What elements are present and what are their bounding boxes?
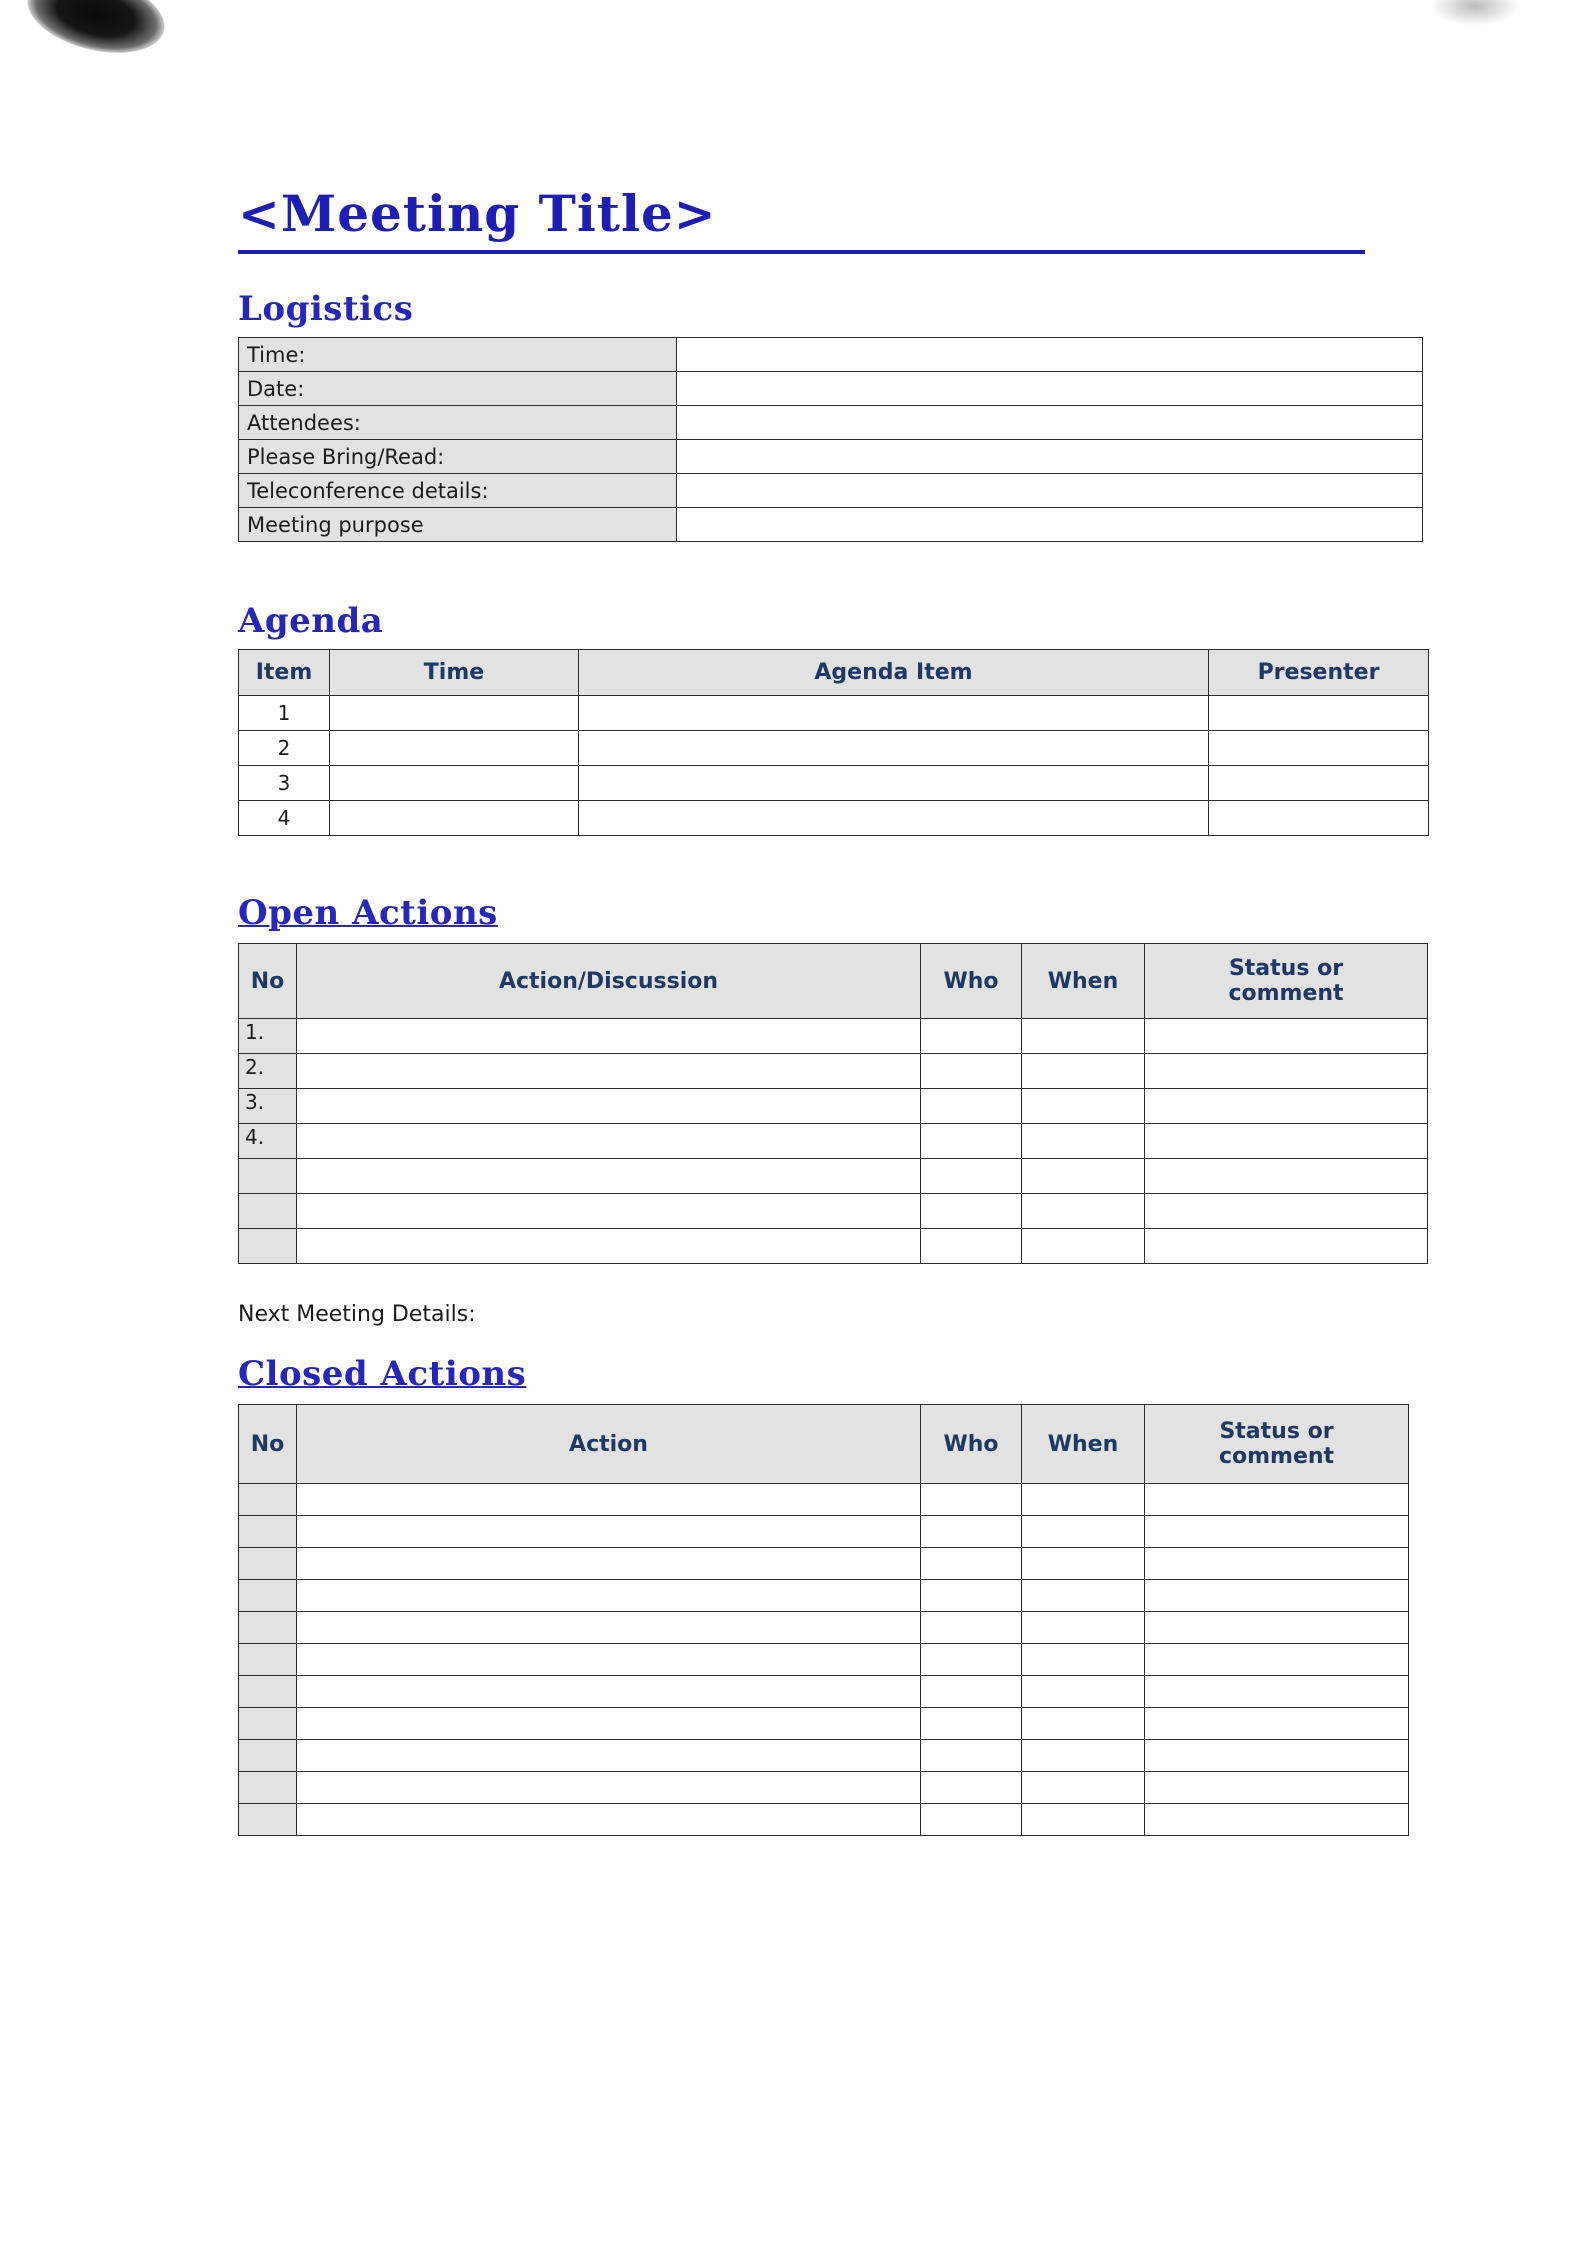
closed-status-cell[interactable] — [1145, 1644, 1409, 1676]
open-actions-table — [238, 943, 1428, 1264]
logistics-value-bring-read[interactable] — [677, 440, 1423, 474]
logistics-value-purpose[interactable] — [677, 508, 1423, 542]
agenda-row — [239, 731, 1429, 766]
closed-action-cell[interactable] — [297, 1484, 921, 1516]
open-row-number — [239, 1159, 297, 1194]
open-status-cell[interactable] — [1145, 1194, 1428, 1229]
open-row-number — [239, 1229, 297, 1264]
logistics-label-bring-read: Please Bring/Read: — [239, 440, 677, 474]
agenda-presenter-cell[interactable] — [1209, 766, 1429, 801]
closed-status-cell[interactable] — [1145, 1580, 1409, 1612]
open-action-cell[interactable] — [297, 1089, 921, 1124]
closed-row-number — [239, 1708, 297, 1740]
closed-when-cell[interactable] — [1022, 1644, 1145, 1676]
section-heading-open-actions: Open Actions — [238, 893, 498, 934]
closed-who-cell[interactable] — [921, 1580, 1022, 1612]
closed-status-cell[interactable] — [1145, 1516, 1409, 1548]
logistics-row — [239, 508, 1423, 542]
open-action-row — [239, 1124, 1428, 1159]
agenda-time-cell[interactable] — [330, 801, 579, 836]
closed-when-cell[interactable] — [1022, 1516, 1145, 1548]
closed-action-cell[interactable] — [297, 1548, 921, 1580]
open-who-cell[interactable] — [921, 1054, 1022, 1089]
closed-row-number — [239, 1772, 297, 1804]
open-row-number: 4. — [239, 1124, 297, 1159]
closed-when-cell[interactable] — [1022, 1804, 1145, 1836]
closed-action-row — [239, 1804, 1409, 1836]
open-who-cell[interactable] — [921, 1019, 1022, 1054]
closed-who-cell[interactable] — [921, 1740, 1022, 1772]
open-action-row — [239, 1054, 1428, 1089]
open-row-number: 3. — [239, 1089, 297, 1124]
agenda-row — [239, 766, 1429, 801]
open-action-row — [239, 1089, 1428, 1124]
closed-action-row — [239, 1708, 1409, 1740]
closed-status-cell[interactable] — [1145, 1740, 1409, 1772]
closed-who-cell[interactable] — [921, 1612, 1022, 1644]
closed-status-cell[interactable] — [1145, 1772, 1409, 1804]
closed-actions-table — [238, 1404, 1409, 1836]
closed-when-cell[interactable] — [1022, 1580, 1145, 1612]
logistics-value-date[interactable] — [677, 372, 1423, 406]
closed-actions-header-row — [239, 1405, 1409, 1484]
closed-header-action: Action — [297, 1405, 921, 1484]
logistics-value-attendees[interactable] — [677, 406, 1423, 440]
closed-who-cell[interactable] — [921, 1516, 1022, 1548]
closed-action-cell[interactable] — [297, 1804, 921, 1836]
agenda-item-number: 4 — [239, 801, 330, 836]
closed-header-who: Who — [921, 1405, 1022, 1484]
closed-when-cell[interactable] — [1022, 1548, 1145, 1580]
logistics-label-purpose: Meeting purpose — [239, 508, 677, 542]
next-meeting-label: Next Meeting Details: — [238, 1302, 476, 1328]
open-action-row — [239, 1194, 1428, 1229]
agenda-time-cell[interactable] — [330, 766, 579, 801]
open-action-cell[interactable] — [297, 1124, 921, 1159]
agenda-time-cell[interactable] — [330, 731, 579, 766]
open-header-no: No — [239, 944, 297, 1019]
closed-who-cell[interactable] — [921, 1772, 1022, 1804]
closed-action-row — [239, 1644, 1409, 1676]
closed-header-status: Status or comment — [1145, 1405, 1409, 1484]
open-action-cell[interactable] — [297, 1229, 921, 1264]
closed-action-cell[interactable] — [297, 1676, 921, 1708]
open-status-cell[interactable] — [1145, 1089, 1428, 1124]
open-action-row — [239, 1159, 1428, 1194]
section-heading-closed-actions: Closed Actions — [238, 1354, 527, 1395]
closed-action-cell[interactable] — [297, 1612, 921, 1644]
closed-row-number — [239, 1516, 297, 1548]
closed-row-number — [239, 1804, 297, 1836]
section-heading-agenda: Agenda — [238, 601, 384, 642]
open-action-cell[interactable] — [297, 1054, 921, 1089]
closed-action-row — [239, 1676, 1409, 1708]
closed-action-row — [239, 1548, 1409, 1580]
open-action-cell[interactable] — [297, 1159, 921, 1194]
closed-action-cell[interactable] — [297, 1644, 921, 1676]
open-when-cell[interactable] — [1022, 1089, 1145, 1124]
open-when-cell[interactable] — [1022, 1054, 1145, 1089]
closed-row-number — [239, 1484, 297, 1516]
agenda-row — [239, 696, 1429, 731]
open-status-cell[interactable] — [1145, 1054, 1428, 1089]
open-status-cell[interactable] — [1145, 1159, 1428, 1194]
closed-when-cell[interactable] — [1022, 1740, 1145, 1772]
closed-when-cell[interactable] — [1022, 1612, 1145, 1644]
open-who-cell[interactable] — [921, 1089, 1022, 1124]
closed-who-cell[interactable] — [921, 1644, 1022, 1676]
closed-action-row — [239, 1484, 1409, 1516]
open-action-cell[interactable] — [297, 1194, 921, 1229]
logistics-row — [239, 474, 1423, 508]
agenda-header-item: Item — [239, 650, 330, 696]
agenda-header-row — [239, 650, 1429, 696]
agenda-topic-cell[interactable] — [579, 801, 1209, 836]
logistics-label-attendees: Attendees: — [239, 406, 677, 440]
agenda-row — [239, 801, 1429, 836]
open-status-cell[interactable] — [1145, 1019, 1428, 1054]
agenda-presenter-cell[interactable] — [1209, 801, 1429, 836]
closed-header-when: When — [1022, 1405, 1145, 1484]
open-action-row — [239, 1019, 1428, 1054]
closed-who-cell[interactable] — [921, 1676, 1022, 1708]
closed-when-cell[interactable] — [1022, 1484, 1145, 1516]
agenda-item-number: 3 — [239, 766, 330, 801]
agenda-time-cell[interactable] — [330, 696, 579, 731]
open-who-cell[interactable] — [921, 1159, 1022, 1194]
closed-action-row — [239, 1612, 1409, 1644]
page-title: <Meeting Title> — [238, 186, 1365, 254]
closed-action-row — [239, 1516, 1409, 1548]
open-header-status: Status or comment — [1145, 944, 1428, 1019]
open-when-cell[interactable] — [1022, 1159, 1145, 1194]
closed-status-cell[interactable] — [1145, 1708, 1409, 1740]
closed-action-cell[interactable] — [297, 1580, 921, 1612]
agenda-topic-cell[interactable] — [579, 696, 1209, 731]
closed-who-cell[interactable] — [921, 1548, 1022, 1580]
closed-who-cell[interactable] — [921, 1804, 1022, 1836]
closed-actions-body — [239, 1484, 1409, 1836]
logistics-row — [239, 406, 1423, 440]
closed-who-cell[interactable] — [921, 1484, 1022, 1516]
logistics-label-time: Time: — [239, 338, 677, 372]
agenda-table — [238, 649, 1429, 836]
closed-action-cell[interactable] — [297, 1708, 921, 1740]
closed-action-row — [239, 1740, 1409, 1772]
agenda-presenter-cell[interactable] — [1209, 731, 1429, 766]
open-action-cell[interactable] — [297, 1019, 921, 1054]
open-header-action: Action/Discussion — [297, 944, 921, 1019]
closed-action-row — [239, 1772, 1409, 1804]
open-header-who: Who — [921, 944, 1022, 1019]
agenda-topic-cell[interactable] — [579, 731, 1209, 766]
closed-when-cell[interactable] — [1022, 1676, 1145, 1708]
agenda-header-time: Time — [330, 650, 579, 696]
open-row-number: 2. — [239, 1054, 297, 1089]
closed-when-cell[interactable] — [1022, 1708, 1145, 1740]
open-who-cell[interactable] — [921, 1124, 1022, 1159]
closed-row-number — [239, 1676, 297, 1708]
closed-row-number — [239, 1548, 297, 1580]
closed-row-number — [239, 1580, 297, 1612]
closed-row-number — [239, 1612, 297, 1644]
agenda-presenter-cell[interactable] — [1209, 696, 1429, 731]
agenda-topic-cell[interactable] — [579, 766, 1209, 801]
logistics-table — [238, 337, 1423, 542]
logistics-label-teleconference: Teleconference details: — [239, 474, 677, 508]
logistics-label-date: Date: — [239, 372, 677, 406]
open-status-cell[interactable] — [1145, 1124, 1428, 1159]
open-when-cell[interactable] — [1022, 1019, 1145, 1054]
open-actions-header-row — [239, 944, 1428, 1019]
open-action-row — [239, 1229, 1428, 1264]
closed-status-cell[interactable] — [1145, 1548, 1409, 1580]
logistics-row — [239, 440, 1423, 474]
agenda-header-presenter: Presenter — [1209, 650, 1429, 696]
open-when-cell[interactable] — [1022, 1229, 1145, 1264]
scan-artifact-top-left — [19, 0, 172, 66]
agenda-item-number: 1 — [239, 696, 330, 731]
closed-action-cell[interactable] — [297, 1740, 921, 1772]
agenda-item-number: 2 — [239, 731, 330, 766]
closed-action-row — [239, 1580, 1409, 1612]
closed-status-cell[interactable] — [1145, 1484, 1409, 1516]
scan-artifact-top-right — [1430, 0, 1520, 26]
closed-row-number — [239, 1740, 297, 1772]
closed-who-cell[interactable] — [921, 1708, 1022, 1740]
open-header-when: When — [1022, 944, 1145, 1019]
logistics-row — [239, 372, 1423, 406]
document-content — [0, 186, 1590, 1836]
open-when-cell[interactable] — [1022, 1194, 1145, 1229]
closed-when-cell[interactable] — [1022, 1772, 1145, 1804]
open-who-cell[interactable] — [921, 1229, 1022, 1264]
open-row-number: 1. — [239, 1019, 297, 1054]
open-status-cell[interactable] — [1145, 1229, 1428, 1264]
open-when-cell[interactable] — [1022, 1124, 1145, 1159]
closed-status-cell[interactable] — [1145, 1612, 1409, 1644]
logistics-row — [239, 338, 1423, 372]
closed-status-cell[interactable] — [1145, 1804, 1409, 1836]
closed-status-cell[interactable] — [1145, 1676, 1409, 1708]
agenda-header-agenda-item: Agenda Item — [579, 650, 1209, 696]
section-heading-logistics: Logistics — [238, 289, 414, 329]
logistics-value-time[interactable] — [677, 338, 1423, 372]
logistics-value-teleconference[interactable] — [677, 474, 1423, 508]
closed-row-number — [239, 1644, 297, 1676]
closed-header-no: No — [239, 1405, 297, 1484]
closed-action-cell[interactable] — [297, 1516, 921, 1548]
open-who-cell[interactable] — [921, 1194, 1022, 1229]
closed-action-cell[interactable] — [297, 1772, 921, 1804]
open-row-number — [239, 1194, 297, 1229]
